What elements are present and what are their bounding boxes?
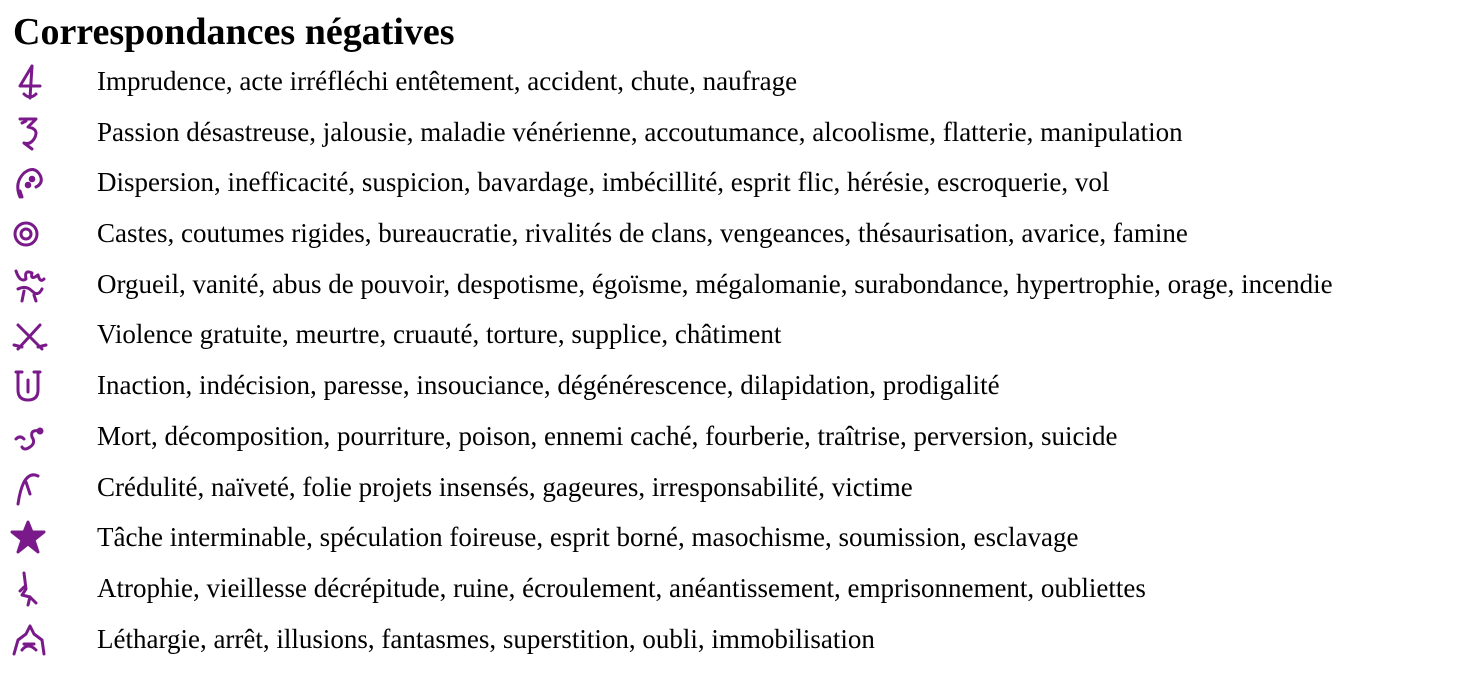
list-item — [0, 411, 1479, 462]
flame-crown-glyph-icon — [10, 265, 48, 305]
tower-glyph-icon — [10, 620, 48, 660]
cup-glyph-icon — [10, 366, 48, 406]
stylized-3-glyph-icon — [10, 113, 48, 153]
list-item — [0, 208, 1479, 259]
hook-glyph-icon — [10, 468, 48, 508]
list-item — [0, 512, 1479, 563]
list-item — [0, 360, 1479, 411]
list-item — [0, 309, 1479, 360]
list-item — [0, 56, 1479, 107]
list-item — [0, 614, 1479, 665]
list-item — [0, 563, 1479, 614]
list-item — [0, 259, 1479, 310]
list-item-text: Violence gratuite, meurtre, cruauté, torture, supplice, châtiment — [97, 319, 782, 350]
star-web-glyph-icon — [10, 518, 48, 558]
list-item-text: Mort, décomposition, pourriture, poison, ennemi caché, fourberie, traîtrise, perversion, suicide — [97, 420, 1118, 451]
list-item — [0, 462, 1479, 513]
list-item — [0, 157, 1479, 208]
list-item-text: Dispersion, inefficacité, suspicion, bavardage, imbécillité, esprit flic, hérésie, escroquerie, vol — [97, 167, 1110, 198]
open-loop-glyph-icon — [10, 163, 48, 203]
broken-stem-glyph-icon — [10, 569, 48, 609]
stylized-4-glyph-icon — [10, 62, 48, 102]
crossed-swords-glyph-icon — [10, 315, 48, 355]
list-item-text: Atrophie, vieillesse décrépitude, ruine, écroulement, anéantissement, emprisonnement, oubliettes — [97, 572, 1146, 603]
list-item-text: Tâche interminable, spéculation foireuse, esprit borné, masochisme, soumission, esclavage — [97, 522, 1079, 553]
page-title: Correspondances négatives — [13, 11, 455, 53]
list-item-text: Castes, coutumes rigides, bureaucratie, rivalités de clans, vengeances, thésaurisation, avarice, famine — [97, 218, 1188, 249]
correspondence-list — [0, 56, 1479, 664]
list-item — [0, 107, 1479, 158]
list-item-text: Passion désastreuse, jalousie, maladie vénérienne, accoutumance, alcoolisme, flatterie, manipulation — [97, 116, 1183, 147]
list-item-text: Léthargie, arrêt, illusions, fantasmes, superstition, oubli, immobilisation — [97, 623, 875, 654]
list-item-text: Orgueil, vanité, abus de pouvoir, despotisme, égoïsme, mégalomanie, surabondance, hypertrophie, orage, incendie — [97, 268, 1333, 299]
list-item-text: Inaction, indécision, paresse, insouciance, dégénérescence, dilapidation, prodigalité — [97, 370, 1000, 401]
serpent-glyph-icon — [10, 417, 48, 457]
list-item-text: Imprudence, acte irréfléchi entêtement, accident, chute, naufrage — [97, 66, 798, 96]
concentric-circle-glyph-icon — [10, 214, 48, 254]
list-item-text: Crédulité, naïveté, folie projets insensés, gageures, irresponsabilité, victime — [97, 471, 913, 502]
